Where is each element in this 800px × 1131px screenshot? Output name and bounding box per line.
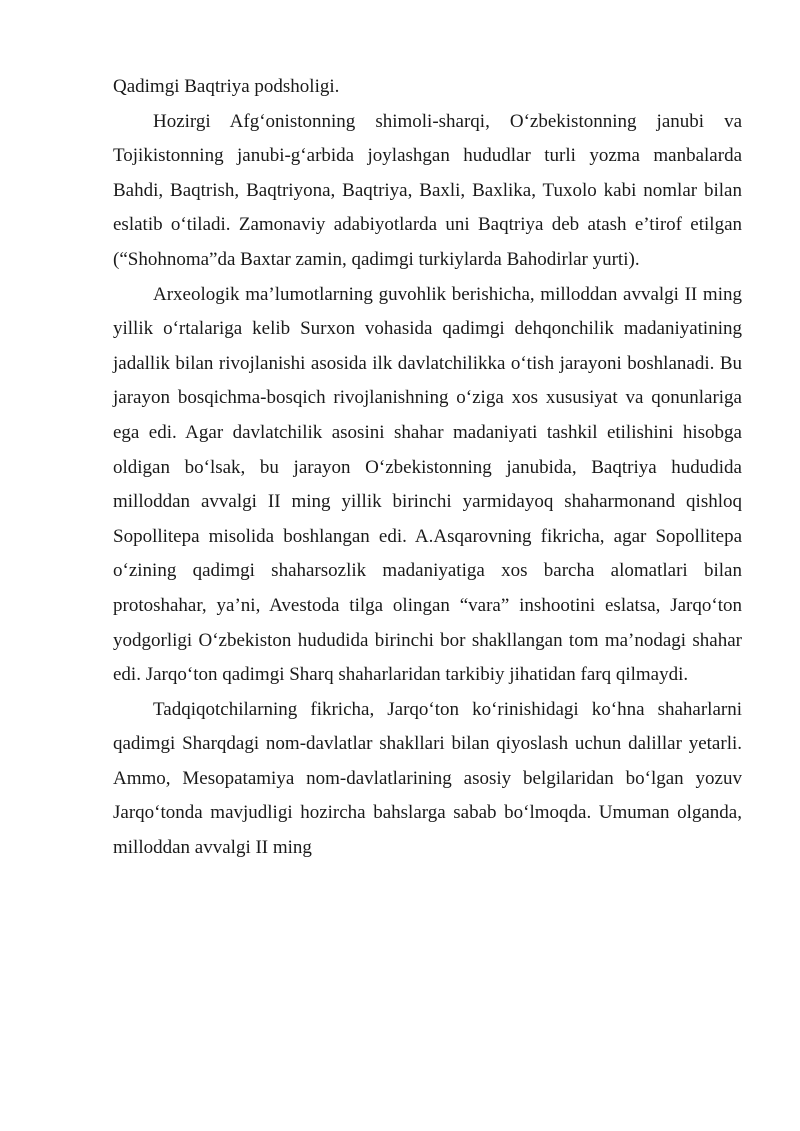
paragraph-archaeology: Arxeologik ma’lumotlarning guvohlik berishicha, milloddan avvalgi II ming yillik o‘rtalariga kelib Surxon vohasida qadimgi dehqonchilik madaniyatining jadallik bilan rivojlanishi asosida ilk davlatchilikka o‘tish jarayoni boshlanadi. Bu jarayon bosqichma-bosqich rivojlanishning o‘ziga xos xususiyat va qonunlariga ega edi. Agar davlatchilik asosini shahar madaniyati tashkil etilishini hisobga oldigan bo‘lsak, bu jarayon O‘zbekistonning janubida, Baqtriya hududida milloddan avvalgi II ming yillik birinchi yarmidayoq shaharmonand qishloq Sopollitepa misolida boshlangan edi. A.Asqarovning fikricha, agar Sopollitepa o‘zining qadimgi shaharsozlik madaniyatiga xos barcha alomatlari bilan protoshahar, ya’ni, Avestoda tilga olingan “vara” inshootini eslatsa, Jarqo‘ton yodgorligi O‘zbekiston hududida birinchi bor shakllangan tom ma’nodagi shahar edi. Jarqo‘ton qadimgi Sharq shaharlaridan tarkibiy jihatidan farq qilmaydi.	[113, 283, 742, 686]
section-heading: Qadimgi Baqtriya podsholigi.	[113, 76, 340, 97]
document-page	[113, 70, 742, 866]
paragraph-baqtriya-names: Hozirgi Afg‘onistonning shimoli-sharqi, O‘zbekistonning janubi va Tojikistonning janubi-g‘arbida joylashgan hududlar turli yozma manbalarda Bahdi, Baqtrish, Baqtriyona, Baqtriya, Baxli, Baxlika, Tuxolo kabi nomlar bilan eslatib o‘tiladi. Zamonaviy adabiyotlarda uni Baqtriya deb atash e’tirof etilgan (“Shohnoma”da Baxtar zamin, qadimgi turkiylarda Bahodirlar yurti).	[113, 110, 742, 270]
paragraph-researchers: Tadqiqotchilarning fikricha, Jarqo‘ton ko‘rinishidagi ko‘hna shaharlarni qadimgi Sharqdagi nom-davlatlar shakllari bilan qiyoslash uchun dalillar yetarli. Ammo, Mesopatamiya nom-davlatlarining asosiy belgilaridan bo‘lgan yozuv Jarqo‘tonda mavjudligi hozircha bahslarga sabab bo‘lmoqda. Umuman olganda, milloddan avvalgi II ming	[113, 698, 742, 859]
